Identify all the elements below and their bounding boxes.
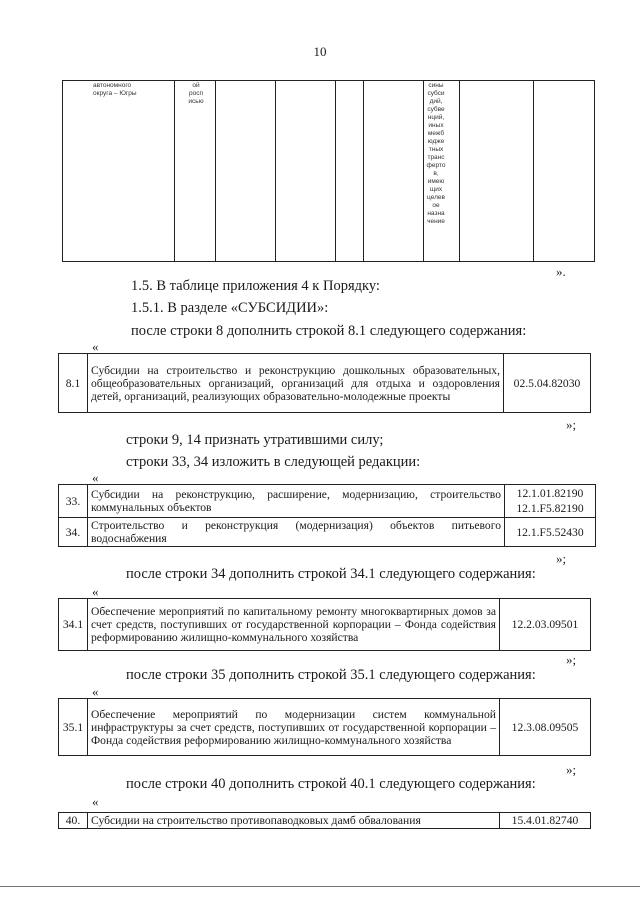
table-row — [59, 518, 596, 547]
instruction-row-34-1: после строки 34 дополнить строкой 34.1 следующего содержания: — [126, 566, 536, 582]
open-quote: « — [92, 794, 99, 809]
text-line: ой — [192, 82, 200, 89]
closing-quote-top: ». — [556, 264, 566, 279]
text-line: субси — [427, 90, 445, 97]
row-description: Строительство и реконструкция (модернизация) объектов питьевого водоснабжения — [88, 518, 505, 547]
section-1-5-1: 1.5.1. В разделе «СУБСИДИИ»: — [131, 300, 329, 316]
instruction-rows-9-14: строки 9, 14 признать утратившими силу; — [126, 432, 384, 448]
continuation-cell-purpose — [423, 82, 449, 226]
table-row-34-1 — [58, 598, 591, 651]
text-line: ферто — [426, 162, 446, 169]
text-line: тных — [428, 146, 444, 153]
text-line: юдже — [427, 138, 445, 145]
row-code: 12.1.F5.82190 — [516, 502, 584, 515]
table-rows-33-34 — [58, 484, 596, 547]
row-number: 34. — [59, 518, 88, 547]
row-description: Обеспечение мероприятий по модернизации систем коммунальной инфраструктуры за счет средств, поступивших от государственной корпорации – Фонда содействия реформированию жилищно-коммунального хозяйства — [88, 699, 500, 756]
row-code: 12.1.01.82190 — [516, 487, 584, 500]
instruction-row-8-1: после строки 8 дополнить строкой 8.1 следующего содержания: — [131, 323, 527, 339]
row-codes — [505, 485, 596, 518]
text-line: округа – Югры — [93, 90, 137, 97]
text-line: назна — [427, 210, 445, 217]
text-line: исью — [188, 98, 204, 105]
continuation-table — [62, 80, 595, 262]
close-quote: »; — [566, 762, 577, 777]
row-number: 8.1 — [59, 354, 88, 413]
text-line: целев — [427, 194, 445, 201]
close-quote: »; — [556, 551, 567, 566]
row-code: 12.3.08.09505 — [500, 699, 591, 756]
instruction-row-40-1: после строки 40 дополнить строкой 40.1 следующего содержания: — [126, 776, 536, 792]
text-line: сины — [428, 82, 444, 89]
row-number: 40. — [59, 813, 88, 829]
text-line: межб — [427, 130, 445, 137]
table-row-40 — [58, 812, 591, 829]
row-code: 15.4.01.82740 — [500, 813, 591, 829]
table-row-8-1 — [58, 353, 591, 413]
open-quote: « — [92, 339, 99, 354]
text-line: в, — [433, 170, 439, 177]
footer-divider — [0, 886, 640, 887]
continuation-cell-signature — [176, 82, 216, 106]
text-line: иных — [428, 122, 444, 129]
row-number: 35.1 — [59, 699, 88, 756]
text-line: автономного — [93, 82, 132, 89]
close-quote: »; — [566, 417, 577, 432]
text-line: чение — [427, 218, 445, 225]
table-row-35-1 — [58, 698, 591, 756]
text-line: субве — [427, 106, 445, 113]
text-line: ое — [432, 202, 440, 209]
page-number: 10 — [313, 44, 327, 59]
text-line: дий, — [429, 98, 443, 105]
row-number: 33. — [59, 485, 88, 518]
row-code: 02.5.04.82030 — [504, 354, 591, 413]
table-row — [59, 485, 596, 518]
close-quote: »; — [566, 652, 577, 667]
row-description: Субсидии на строительство противопаводковых дамб обвалования — [88, 813, 500, 829]
row-description: Субсидии на реконструкцию, расширение, модернизацию, строительство коммунальных объектов — [88, 485, 505, 518]
row-code: 12.2.03.09501 — [500, 599, 591, 651]
row-description: Обеспечение мероприятий по капитальному ремонту многоквартирных домов за счет средств, поступивших от государственной корпорации – Фонда содействия реформированию жилищно-коммунального хозяйства — [88, 599, 500, 651]
instruction-row-35-1: после строки 35 дополнить строкой 35.1 следующего содержания: — [126, 667, 536, 683]
text-line: щих — [429, 186, 443, 193]
text-line: имею — [427, 178, 445, 185]
open-quote: « — [92, 584, 99, 599]
open-quote: « — [92, 684, 99, 699]
instruction-rows-33-34: строки 33, 34 изложить в следующей редакции: — [126, 454, 421, 470]
open-quote: « — [92, 470, 99, 485]
row-number: 34.1 — [59, 599, 88, 651]
row-description: Субсидии на строительство и реконструкцию дошкольных образовательных, общеобразовательных организаций, организаций для отдыха и оздоровления детей, организаций, реализующих образовательно-молодежные проекты — [88, 354, 504, 413]
text-line: нций, — [427, 114, 445, 121]
text-line: росп — [189, 90, 203, 97]
text-line: транс — [427, 154, 445, 161]
row-code: 12.1.F5.52430 — [505, 518, 596, 547]
section-1-5: 1.5. В таблице приложения 4 к Порядку: — [131, 278, 380, 294]
